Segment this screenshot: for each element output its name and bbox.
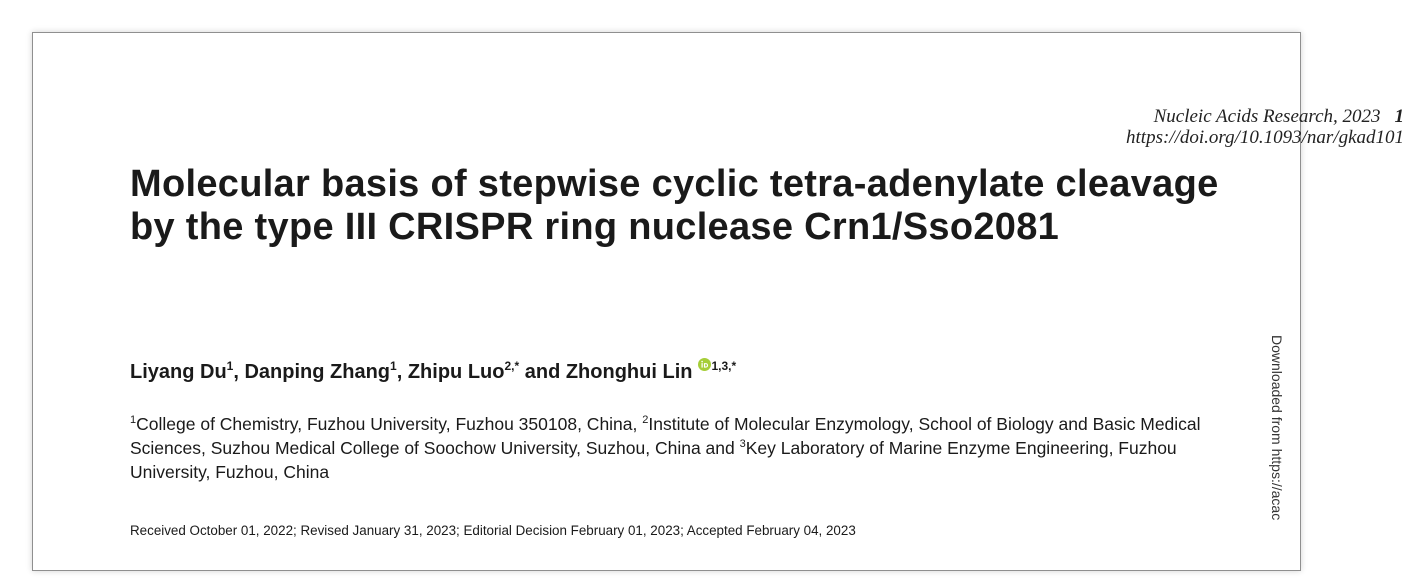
affiliation-text: College of Chemistry, Fuzhou University, Fuzhou 350108, China, [136, 414, 643, 434]
author-affiliation-marker: 1 [390, 359, 397, 373]
orcid-icon[interactable] [698, 358, 711, 371]
paper-title: Molecular basis of stepwise cyclic tetra-adenylate cleavage by the type III CRISPR ring nuclease Crn1/Sso2081 [130, 163, 1219, 248]
author-name: Zhonghui Lin [565, 361, 693, 383]
received-dates: Received October 01, 2022; Revised January 31, 2023; Editorial Decision February 01, 2023; Accepted February 04, 2023 [130, 523, 856, 538]
author-list [130, 358, 736, 384]
affiliation-marker: 1 [130, 414, 137, 426]
affiliation-text: Institute of Molecular Enzymology, School of Biology and Basic Medical Sciences, Suzhou Medical College of Soochow University, Suzhou, China and [130, 414, 1201, 458]
author-conjunction: and [519, 361, 566, 383]
author-name: Zhipu Luo [407, 361, 505, 383]
journal-citation-line [1126, 106, 1404, 127]
paper-page [32, 32, 1301, 571]
affiliations [130, 412, 1230, 484]
author-affiliation-marker: 2,* [504, 359, 520, 373]
author-name: Liyang Du [130, 361, 227, 383]
doi-link[interactable]: https://doi.org/10.1093/nar/gkad101 [1126, 127, 1404, 148]
download-watermark: Downloaded from https://acac [1269, 335, 1285, 521]
author-affiliation-marker: 1 [226, 359, 234, 373]
affiliation-marker: 2 [642, 414, 649, 426]
author-name: Danping Zhang [244, 361, 391, 383]
affiliation-text: Key Laboratory of Marine Enzyme Engineering, Fuzhou University, Fuzhou, China [130, 438, 1177, 482]
affiliation-marker: 3 [739, 438, 746, 450]
author-affiliation-marker: 1,3,* [711, 359, 737, 373]
author-separator: , [396, 361, 408, 383]
page-number: 1 [1394, 106, 1404, 127]
author-separator: , [233, 361, 245, 383]
journal-header [1126, 106, 1404, 148]
journal-citation: Nucleic Acids Research, 2023 [1153, 106, 1381, 127]
